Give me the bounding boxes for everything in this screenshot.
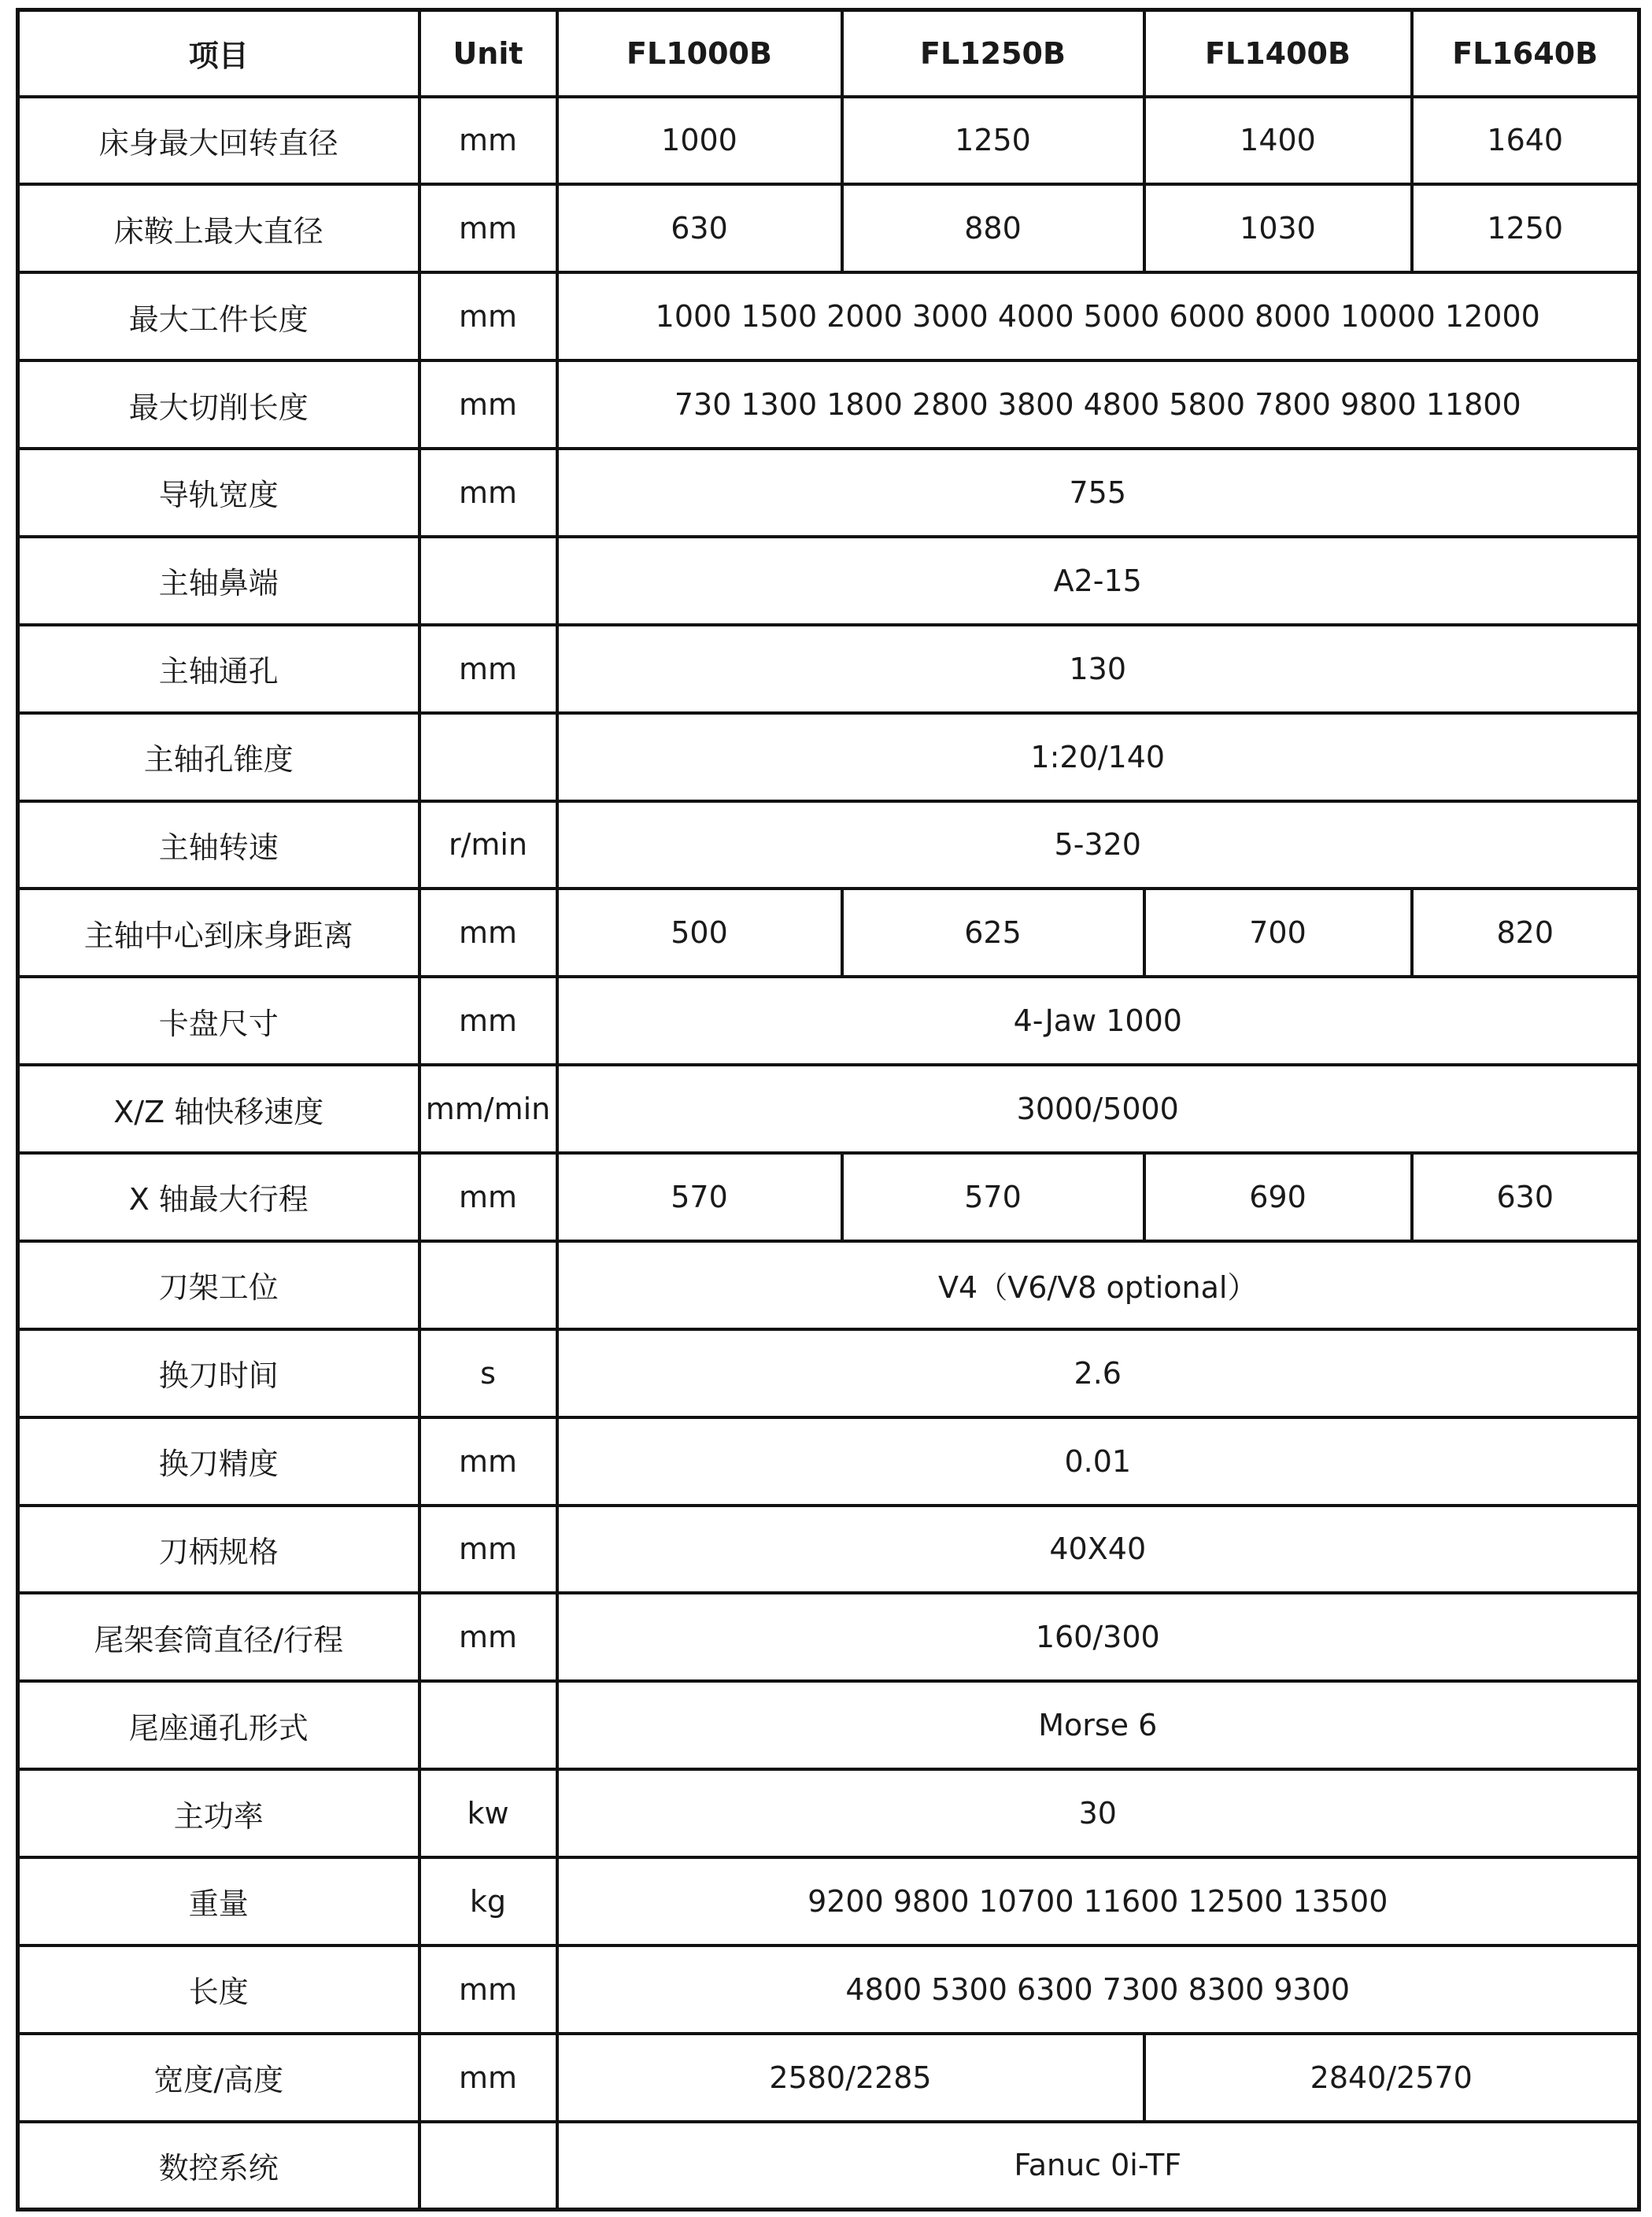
table-row bbox=[18, 977, 1639, 1065]
row-label: X 轴最大行程 bbox=[18, 1153, 419, 1241]
row-label: 主轴通孔 bbox=[18, 625, 419, 713]
row-unit: r/min bbox=[419, 801, 557, 889]
header-model: FL1000B bbox=[557, 10, 842, 97]
table-row bbox=[18, 1329, 1639, 1417]
row-label: 主轴鼻端 bbox=[18, 537, 419, 625]
table-row bbox=[18, 801, 1639, 889]
row-unit: mm bbox=[419, 1417, 557, 1506]
spec-table bbox=[16, 8, 1641, 2211]
row-label: 主轴转速 bbox=[18, 801, 419, 889]
row-label: 换刀精度 bbox=[18, 1417, 419, 1506]
row-value: 1030 bbox=[1144, 184, 1412, 272]
row-value: Morse 6 bbox=[557, 1681, 1639, 1769]
row-label: 数控系统 bbox=[18, 2122, 419, 2210]
row-unit: mm bbox=[419, 360, 557, 449]
table-row bbox=[18, 1769, 1639, 1857]
header-unit: Unit bbox=[419, 10, 557, 97]
row-value: 4-Jaw 1000 bbox=[557, 977, 1639, 1065]
row-unit: mm bbox=[419, 2034, 557, 2122]
table-row bbox=[18, 537, 1639, 625]
table-row bbox=[18, 2034, 1639, 2122]
row-label: 床鞍上最大直径 bbox=[18, 184, 419, 272]
row-label: 尾座通孔形式 bbox=[18, 1681, 419, 1769]
table-row bbox=[18, 713, 1639, 801]
row-unit bbox=[419, 537, 557, 625]
table-row bbox=[18, 625, 1639, 713]
row-value: 2840/2570 bbox=[1144, 2034, 1639, 2122]
row-label: 最大工件长度 bbox=[18, 272, 419, 360]
row-value: 880 bbox=[842, 184, 1144, 272]
row-value: 9200 9800 10700 11600 12500 13500 bbox=[557, 1857, 1639, 1945]
header-row bbox=[18, 10, 1639, 97]
row-value: 5-320 bbox=[557, 801, 1639, 889]
header-model: FL1400B bbox=[1144, 10, 1412, 97]
row-unit: mm bbox=[419, 184, 557, 272]
row-value: 160/300 bbox=[557, 1593, 1639, 1681]
row-value: 2.6 bbox=[557, 1329, 1639, 1417]
row-value: 570 bbox=[842, 1153, 1144, 1241]
table-row bbox=[18, 184, 1639, 272]
row-label: 主轴中心到床身距离 bbox=[18, 889, 419, 977]
row-value: A2-15 bbox=[557, 537, 1639, 625]
row-unit: mm bbox=[419, 97, 557, 185]
row-unit: mm bbox=[419, 625, 557, 713]
row-value: 2580/2285 bbox=[557, 2034, 1144, 2122]
table-row bbox=[18, 1945, 1639, 2034]
row-value: 700 bbox=[1144, 889, 1412, 977]
row-value: 1400 bbox=[1144, 97, 1412, 185]
row-unit: mm bbox=[419, 449, 557, 537]
row-value: V4（V6/V8 optional） bbox=[557, 1241, 1639, 1329]
row-value: 1640 bbox=[1412, 97, 1639, 185]
row-unit: mm bbox=[419, 889, 557, 977]
row-label: 导轨宽度 bbox=[18, 449, 419, 537]
row-unit: mm bbox=[419, 1945, 557, 2034]
row-unit bbox=[419, 1241, 557, 1329]
row-unit: mm/min bbox=[419, 1065, 557, 1153]
row-value: 570 bbox=[557, 1153, 842, 1241]
row-value: 690 bbox=[1144, 1153, 1412, 1241]
row-label: 主轴孔锥度 bbox=[18, 713, 419, 801]
row-label: 刀柄规格 bbox=[18, 1506, 419, 1594]
row-label: 主功率 bbox=[18, 1769, 419, 1857]
row-value: 4800 5300 6300 7300 8300 9300 bbox=[557, 1945, 1639, 2034]
table-row bbox=[18, 1593, 1639, 1681]
row-value: 1250 bbox=[842, 97, 1144, 185]
row-unit: mm bbox=[419, 1153, 557, 1241]
row-value: 1250 bbox=[1412, 184, 1639, 272]
row-unit: kg bbox=[419, 1857, 557, 1945]
row-value: 1:20/140 bbox=[557, 713, 1639, 801]
row-value: 30 bbox=[557, 1769, 1639, 1857]
table-row bbox=[18, 1681, 1639, 1769]
row-value: 630 bbox=[557, 184, 842, 272]
row-unit: mm bbox=[419, 272, 557, 360]
row-unit bbox=[419, 1681, 557, 1769]
table-row bbox=[18, 889, 1639, 977]
row-label: 尾架套筒直径/行程 bbox=[18, 1593, 419, 1681]
row-value: 755 bbox=[557, 449, 1639, 537]
row-label: X/Z 轴快移速度 bbox=[18, 1065, 419, 1153]
header-item: 项目 bbox=[18, 10, 419, 97]
row-label: 最大切削长度 bbox=[18, 360, 419, 449]
table-row bbox=[18, 1065, 1639, 1153]
row-unit: mm bbox=[419, 977, 557, 1065]
table-row bbox=[18, 2122, 1639, 2210]
header-model: FL1250B bbox=[842, 10, 1144, 97]
table-row bbox=[18, 1857, 1639, 1945]
table-row bbox=[18, 449, 1639, 537]
row-unit bbox=[419, 2122, 557, 2210]
row-value: 1000 1500 2000 3000 4000 5000 6000 8000 10000 12000 bbox=[557, 272, 1639, 360]
table-row bbox=[18, 272, 1639, 360]
row-label: 刀架工位 bbox=[18, 1241, 419, 1329]
row-label: 卡盘尺寸 bbox=[18, 977, 419, 1065]
header-model: FL1640B bbox=[1412, 10, 1639, 97]
row-value: 3000/5000 bbox=[557, 1065, 1639, 1153]
row-value: 130 bbox=[557, 625, 1639, 713]
row-label: 换刀时间 bbox=[18, 1329, 419, 1417]
row-value: 630 bbox=[1412, 1153, 1639, 1241]
row-unit: mm bbox=[419, 1593, 557, 1681]
row-unit bbox=[419, 713, 557, 801]
table-row bbox=[18, 360, 1639, 449]
row-label: 宽度/高度 bbox=[18, 2034, 419, 2122]
row-unit: mm bbox=[419, 1506, 557, 1594]
row-value: 625 bbox=[842, 889, 1144, 977]
row-value: 730 1300 1800 2800 3800 4800 5800 7800 9800 11800 bbox=[557, 360, 1639, 449]
row-value: 820 bbox=[1412, 889, 1639, 977]
row-value: 0.01 bbox=[557, 1417, 1639, 1506]
row-unit: kw bbox=[419, 1769, 557, 1857]
table-row bbox=[18, 1241, 1639, 1329]
table-row bbox=[18, 97, 1639, 185]
table-row bbox=[18, 1506, 1639, 1594]
row-value: 500 bbox=[557, 889, 842, 977]
table-row bbox=[18, 1153, 1639, 1241]
row-label: 床身最大回转直径 bbox=[18, 97, 419, 185]
table-row bbox=[18, 1417, 1639, 1506]
row-label: 重量 bbox=[18, 1857, 419, 1945]
row-value: 1000 bbox=[557, 97, 842, 185]
row-unit: s bbox=[419, 1329, 557, 1417]
row-label: 长度 bbox=[18, 1945, 419, 2034]
row-value: Fanuc 0i-TF bbox=[557, 2122, 1639, 2210]
row-value: 40X40 bbox=[557, 1506, 1639, 1594]
